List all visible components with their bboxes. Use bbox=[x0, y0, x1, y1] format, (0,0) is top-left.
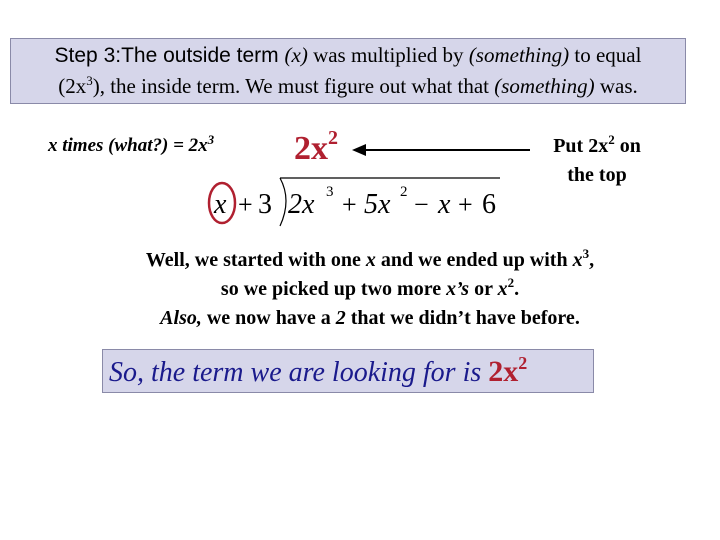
step-text-3: to equal bbox=[569, 43, 642, 67]
step-3-box bbox=[10, 38, 686, 104]
explain-l3-a: we now have a bbox=[201, 307, 336, 329]
explain-l2-c: . bbox=[514, 278, 520, 300]
times-equation bbox=[48, 132, 214, 157]
dividend-constant: 6 bbox=[482, 189, 496, 220]
dividend-term-3: x bbox=[438, 189, 451, 220]
step-text-1: The outside term bbox=[121, 44, 285, 67]
explain-l1-a: Well, we started with one bbox=[145, 249, 366, 271]
dividend-exp-1: 3 bbox=[326, 184, 334, 200]
answer-box bbox=[102, 349, 594, 393]
explain-l1-c: , bbox=[589, 249, 595, 271]
put-exponent: 2 bbox=[608, 132, 615, 147]
explain-l1-x: x bbox=[365, 249, 376, 271]
step-prefix: Step 3: bbox=[54, 44, 122, 67]
dividend-minus: − bbox=[414, 190, 429, 219]
dividend-plus-2: + bbox=[458, 190, 473, 219]
explanation bbox=[60, 246, 680, 333]
long-division bbox=[200, 170, 520, 228]
dividend-plus-1: + bbox=[342, 190, 357, 219]
answer-question: So, the term we are looking for is bbox=[109, 357, 489, 388]
dividend-term-1: 2x bbox=[288, 189, 315, 220]
times-text: x times (what?) = 2x bbox=[48, 135, 208, 156]
explain-l3-b: that we didn’t have before. bbox=[345, 307, 580, 329]
explain-l1-exp: 3 bbox=[582, 246, 590, 261]
put-line1-a: Put 2x bbox=[553, 135, 609, 157]
put-line2: the top bbox=[567, 164, 627, 186]
something-2: (something) bbox=[494, 74, 595, 98]
explain-l2-b: or bbox=[469, 278, 498, 300]
step-exponent: 3 bbox=[86, 73, 93, 88]
left-arrow-icon bbox=[352, 140, 532, 160]
dividend-exp-2: 2 bbox=[400, 184, 408, 200]
answer-term bbox=[488, 355, 527, 388]
division-bracket bbox=[280, 178, 286, 226]
something-1: (something) bbox=[468, 43, 570, 67]
red-term-exponent: 2 bbox=[328, 127, 338, 149]
dividend-term-2: 5x bbox=[364, 189, 391, 220]
explain-l1-b: and we ended up with bbox=[375, 249, 573, 271]
explain-l2-x2: x bbox=[497, 278, 508, 300]
explain-l1-x3: x bbox=[572, 249, 583, 271]
red-term bbox=[294, 127, 338, 168]
divisor-x: x bbox=[214, 189, 227, 220]
put-line1-b: on bbox=[614, 135, 641, 157]
step-text-6: was. bbox=[594, 74, 638, 98]
step-text-5: ), the inside term. We must figure out what that bbox=[92, 74, 495, 98]
step-text-2: was multiplied by bbox=[307, 43, 469, 67]
explain-l3-two: 2 bbox=[335, 307, 346, 329]
put-instruction bbox=[538, 132, 656, 190]
step-text-4: (2x bbox=[58, 74, 87, 98]
answer-base: 2x bbox=[488, 355, 519, 388]
divisor-plus: + bbox=[238, 190, 253, 219]
explain-l2-exp: 2 bbox=[507, 275, 515, 290]
explain-l2-a: so we picked up two more bbox=[220, 278, 447, 300]
red-term-base: 2x bbox=[294, 130, 328, 167]
explain-l2-xs: x’s bbox=[446, 278, 470, 300]
explain-l3-also: Also, bbox=[160, 307, 202, 329]
times-exponent: 3 bbox=[207, 132, 215, 147]
divisor-constant: 3 bbox=[258, 189, 272, 220]
outside-term: (x) bbox=[284, 43, 308, 67]
answer-exponent: 2 bbox=[518, 353, 528, 373]
